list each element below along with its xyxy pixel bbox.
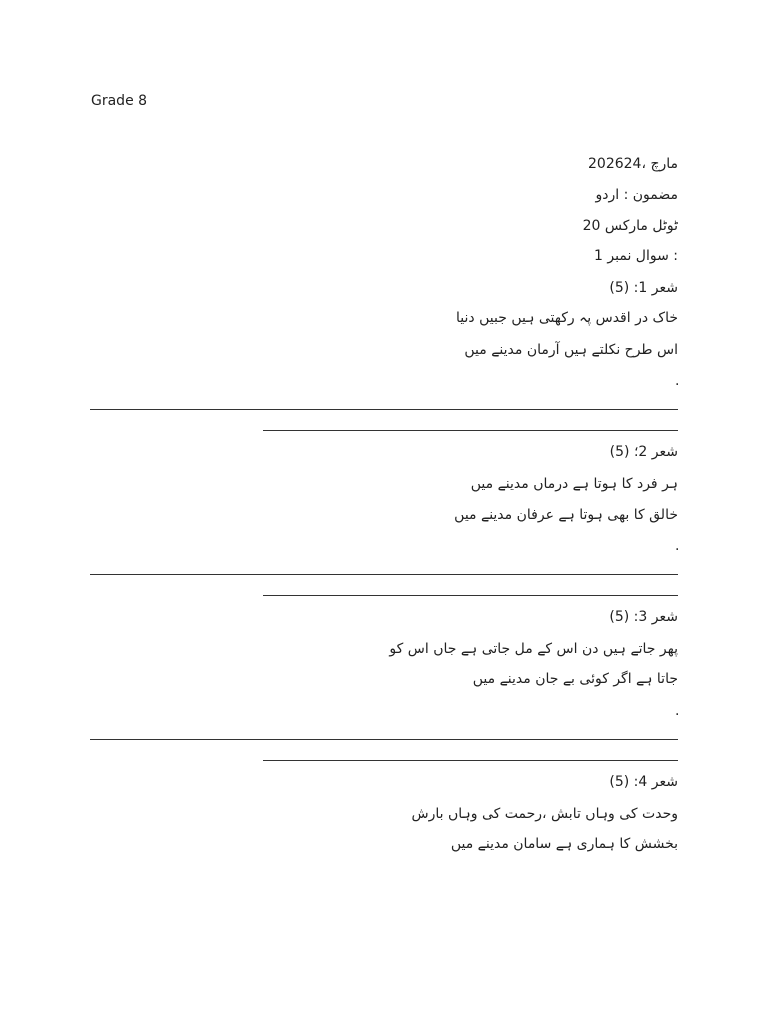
couplet-3-line-2: جاتا ہے اگر کوئی بے جان مدینے میں bbox=[472, 671, 678, 687]
couplet-4-title: شعر 4: (5) bbox=[609, 774, 678, 790]
date-line: مارچ ،202624 bbox=[588, 156, 678, 172]
question-number-line: : سوال نمبر 1 bbox=[594, 248, 678, 264]
couplet-4-line-1: وحدت کی وہاں تابش ،رحمت کی وہاں بارش bbox=[411, 806, 678, 822]
subject-line: مضمون : اردو bbox=[595, 187, 678, 203]
couplet-3-title: شعر 3: (5) bbox=[609, 609, 678, 625]
answer-line-short bbox=[263, 595, 678, 596]
couplet-2-line-2: خالق کا بھی ہوتا ہے عرفان مدینے میں bbox=[454, 507, 678, 523]
couplet-3-dot: . bbox=[675, 703, 680, 719]
grade-label: Grade 8 bbox=[91, 93, 148, 109]
couplet-4-line-2: بخشش کا ہماری ہے سامان مدینے میں bbox=[450, 836, 678, 852]
couplet-2-line-1: ہر فرد کا ہوتا ہے درماں مدینے میں bbox=[470, 476, 678, 492]
couplet-2-title: شعر 2؛ (5) bbox=[609, 444, 678, 460]
couplet-1-line-2: اس طرح نکلتے ہیں آرمان مدینے میں bbox=[464, 342, 678, 358]
couplet-2-dot: . bbox=[675, 538, 680, 554]
answer-line-full bbox=[90, 409, 678, 410]
total-marks-line: ٹوٹل مارکس 20 bbox=[582, 218, 678, 234]
couplet-1-dot: . bbox=[675, 373, 680, 389]
answer-line-full bbox=[90, 739, 678, 740]
couplet-1-title: شعر 1: (5) bbox=[609, 280, 678, 296]
answer-line-short bbox=[263, 760, 678, 761]
answer-line-short bbox=[263, 430, 678, 431]
couplet-3-line-1: پھر جاتے ہیں دن اس کے مل جاتی ہے جاں اس کو bbox=[389, 641, 678, 657]
couplet-1-line-1: خاک در اقدس پہ رکھتی ہیں جبیں دنیا bbox=[456, 310, 678, 326]
answer-line-full bbox=[90, 574, 678, 575]
